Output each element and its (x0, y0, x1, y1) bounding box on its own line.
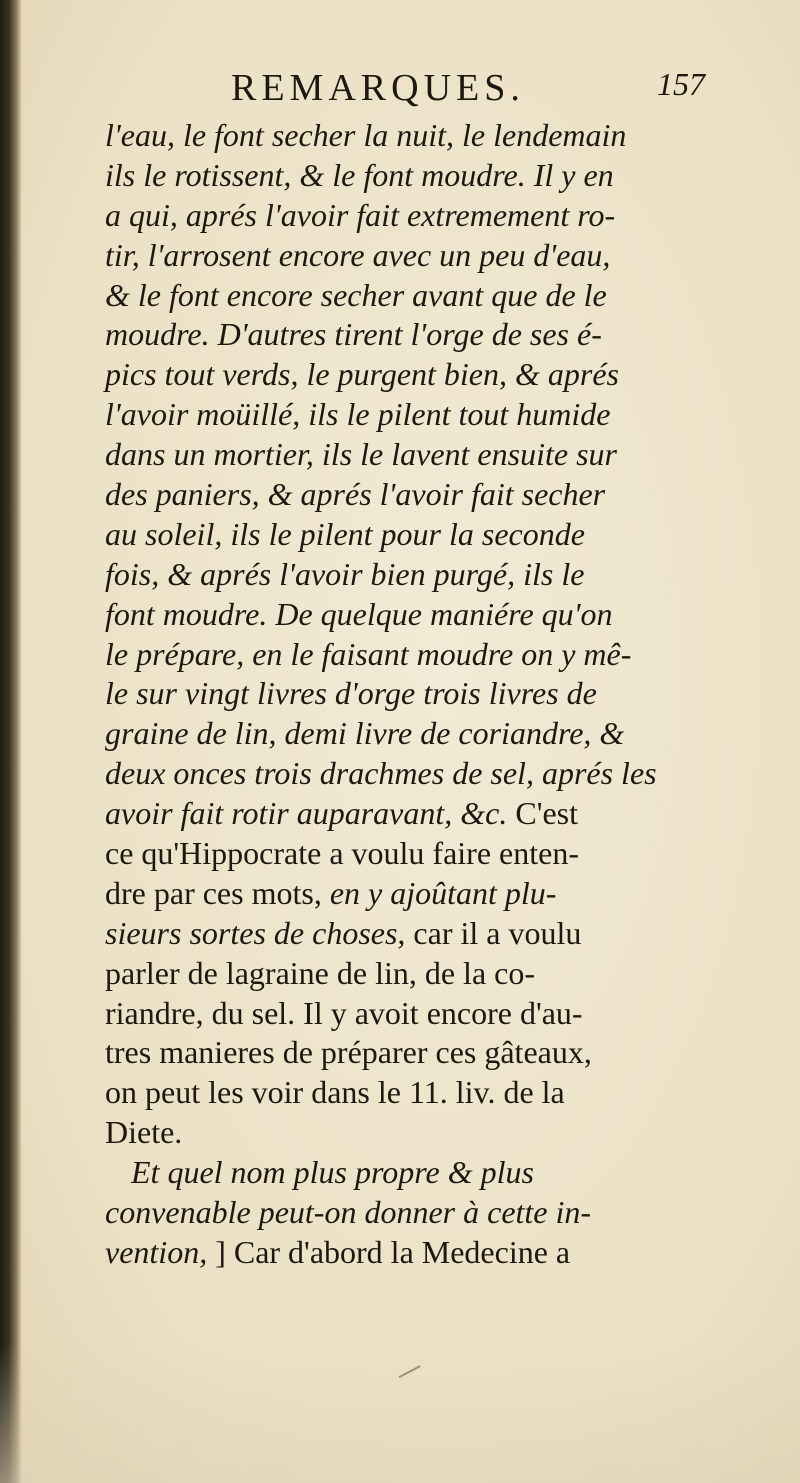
italic-run: sieurs sortes de choses, (105, 914, 406, 951)
text-line-mixed (105, 914, 705, 954)
text-line: dans un mortier, ils le lavent ensuite sur (105, 436, 617, 473)
text-line: on peut les voir dans le 11. liv. de la (105, 1074, 565, 1111)
page-header (105, 66, 705, 116)
text-line: convenable peut-on donner à cette in- (105, 1194, 592, 1231)
italic-run: vention, (105, 1233, 208, 1270)
binding-shadow (0, 0, 22, 1483)
text-line: des paniers, & aprés l'avoir fait secher (105, 476, 606, 513)
text-line: ils le rotissent, & le font moudre. Il y en (105, 156, 614, 193)
text-line: Et quel nom plus propre & plus (131, 1154, 534, 1191)
text-line: tir, l'arrosent encore avec un peu d'eau, (105, 236, 611, 273)
text-line: le prépare, en le faisant moudre on y mê- (105, 635, 632, 672)
roman-run: car il a voulu (413, 914, 582, 951)
text-line-mixed (105, 1233, 705, 1273)
text-line: parler de lagraine de lin, de la co- (105, 954, 535, 991)
text-line: moudre. D'autres tirent l'orge de ses é- (105, 316, 602, 353)
italic-run: en y ajoûtant plu- (329, 874, 557, 911)
text-line: graine de lin, demi livre de coriandre, & (105, 715, 625, 752)
text-line: pics tout verds, le purgent bien, & aprés (105, 356, 619, 393)
text-line: a qui, aprés l'avoir fait extremement ro- (105, 196, 616, 233)
text-line: Diete. (105, 1114, 183, 1151)
text-line-mixed (105, 874, 705, 914)
text-line: font moudre. De quelque maniére qu'on (105, 595, 613, 632)
text-line: & le font encore secher avant que de le (105, 276, 607, 313)
running-title: REMARQUES. (231, 67, 525, 109)
text-line: tres manieres de préparer ces gâteaux, (105, 1034, 592, 1071)
text-line: l'avoir moüillé, ils le pilent tout humide (105, 396, 611, 433)
text-line: ce qu'Hippocrate a voulu faire enten- (105, 835, 579, 872)
text-line: fois, & aprés l'avoir bien purgé, ils le (105, 555, 585, 592)
body-text (105, 116, 705, 1273)
text-line: l'eau, le font secher la nuit, le lendemain (105, 117, 627, 153)
roman-run: ] Car d'abord la Medecine a (215, 1233, 571, 1270)
text-line: le sur vingt livres d'orge trois livres de (105, 675, 597, 712)
text-line-mixed (105, 794, 705, 834)
text-line: au soleil, ils le pilent pour la seconde (105, 515, 585, 552)
text-line: deux onces trois drachmes de sel, aprés les (105, 755, 657, 792)
page-bottom-shade (0, 1343, 800, 1483)
roman-run: dre par ces mots, (105, 874, 322, 911)
roman-run: C'est (515, 795, 579, 832)
text-line: riandre, du sel. Il y avoit encore d'au- (105, 994, 583, 1031)
italic-run: avoir fait rotir auparavant, &c. (105, 795, 508, 832)
page-number: 157 (657, 66, 705, 102)
